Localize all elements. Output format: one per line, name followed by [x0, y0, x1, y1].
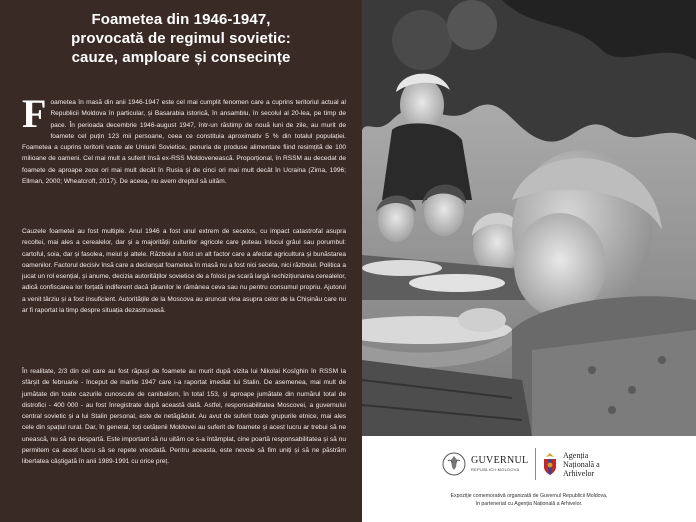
title-line-3: cauze, amploare și consecințe [71, 49, 291, 66]
footer [362, 436, 696, 522]
page-title [0, 10, 362, 67]
archive-name-line-2: Națională a [563, 459, 600, 469]
credits-line-1: Expoziție comemorativă organizată de Guvernul Republicii Moldova, [450, 493, 608, 499]
drop-cap: F [22, 91, 47, 136]
credits-line-2: în parteneriat cu Agenția Națională a Arhivelor. [475, 501, 583, 507]
archival-photo-children-eating-icon [362, 0, 696, 436]
government-name: GUVERNUL [471, 455, 529, 466]
title-line-2: provocată de regimul sovietic: [71, 30, 291, 47]
paragraph-causes: Cauzele foametei au fost multiple. Anul 1946 a fost unul extrem de secetos, cu impact catastrofal asupra recoltei, mai ales a cerealelor, dar și a majorității culturilor agricole care puteau înlocui grâul sau porumbul: cartoful, soia, dar și fasolea, meiul și altele. Războiul a fost un alt factor care a afectat agricultura și bunăstarea oamenilor. Factorul decisiv însă care a declanșat foametea în masă nu a fost nici seceta, nici războiul. Politica a jucat un rol esențial, și anume, decizia autorităților sovietice de a folosi pe scară largă rechizițiunarea cerealelor, adică confiscarea lor forțată indiferent dacă țăranilor le rămânea ceva sau nu pentru consumul propriu. Ajutorul a venit târziu și a fost insuficient. Autoritățile de la Moscova au aruncat vina asupra celor de la Chișinău care nu ar fi raportat la timp despre situația dezastruoasă. [22, 228, 346, 315]
archive-name-line-1: Agenția [563, 450, 589, 460]
title-line-1: Foametea din 1946-1947, [91, 11, 271, 28]
government-logo [442, 449, 528, 479]
exhibition-credits [362, 492, 696, 508]
logo-divider [535, 448, 536, 480]
coat-of-arms-icon [442, 451, 466, 477]
paragraph-responsibility: În realitate, 2/3 din cei care au fost răpuși de foamete au murit după vizita lui Nikolai Kosîghin în RSSM la sfârșit de februarie - început de martie 1947 care i-a raportat imediat lui Stalin. De asemenea, mai mult de jumătate din toate cazurile cunoscute de canibalism, în total 153, și aproape jumătate din numărul total de distrofici - 400 000 - au fost înregistrate după această dată. Astfel, responsabilitatea Moscovei, a guvernului central sovietic și a lui Stalin personal, este de netăgăduit. Au avut de suferit toate grupurile etnice, mai ales cele din spațiul rural. Dar, în general, toți cetățenii Moldovei au suferit de foamete și acest lucru ar trebui să ne unească, nu să ne despartă. Este important să nu uităm ce s-a întâmplat, cine poartă responsabilitatea și să nu permitem ca acest lucru să se repete vreodată. Pentru aceasta, este nevoie să fim uniți și să ne păstrăm libertatea câștigată în anii 1989-1991 cu orice preț. [22, 368, 346, 466]
moldova-emblem-icon [542, 452, 558, 476]
paragraph-intro-text: oametea în masă din anii 1946-1947 este cel mai cumplit fenomen care a cuprins teritoriul actual al Republicii Moldova în particular, și Basarabia istorică, în ansamblu, în secolul al 20-lea, pe timp de pace. În perioada decembrie 1946-august 1947, într-un răstimp de nouă luni de zile, au murit de foamete cel puțin 123 mii persoane, ceea ce constituia aproximativ 5 % din totalul populației. Foametea a cuprins teritorii vaste ale Uniunii Sovietice, penuria de produse alimentare fiind resimțită de 100 milioane de oameni. Cel mai mult a suferit însă ex-RSS Moldovenească. Proporțional, în RSSM au decedat de foamete de aproape zece ori mai mult decât în Rusia și de cinci ori mai mult decât în Ucraina (Zima, 1996; Ellman, 2000; Wheatcroft, 2017). De aceea, nu avem dreptul să uităm. [22, 99, 346, 186]
archival-photo [362, 0, 696, 436]
paragraph-intro [22, 91, 346, 187]
government-subtitle: REPUBLICII MOLDOVA [471, 467, 520, 472]
archive-name-line-3: Arhivelor [563, 468, 595, 478]
archive-logo [542, 448, 600, 480]
